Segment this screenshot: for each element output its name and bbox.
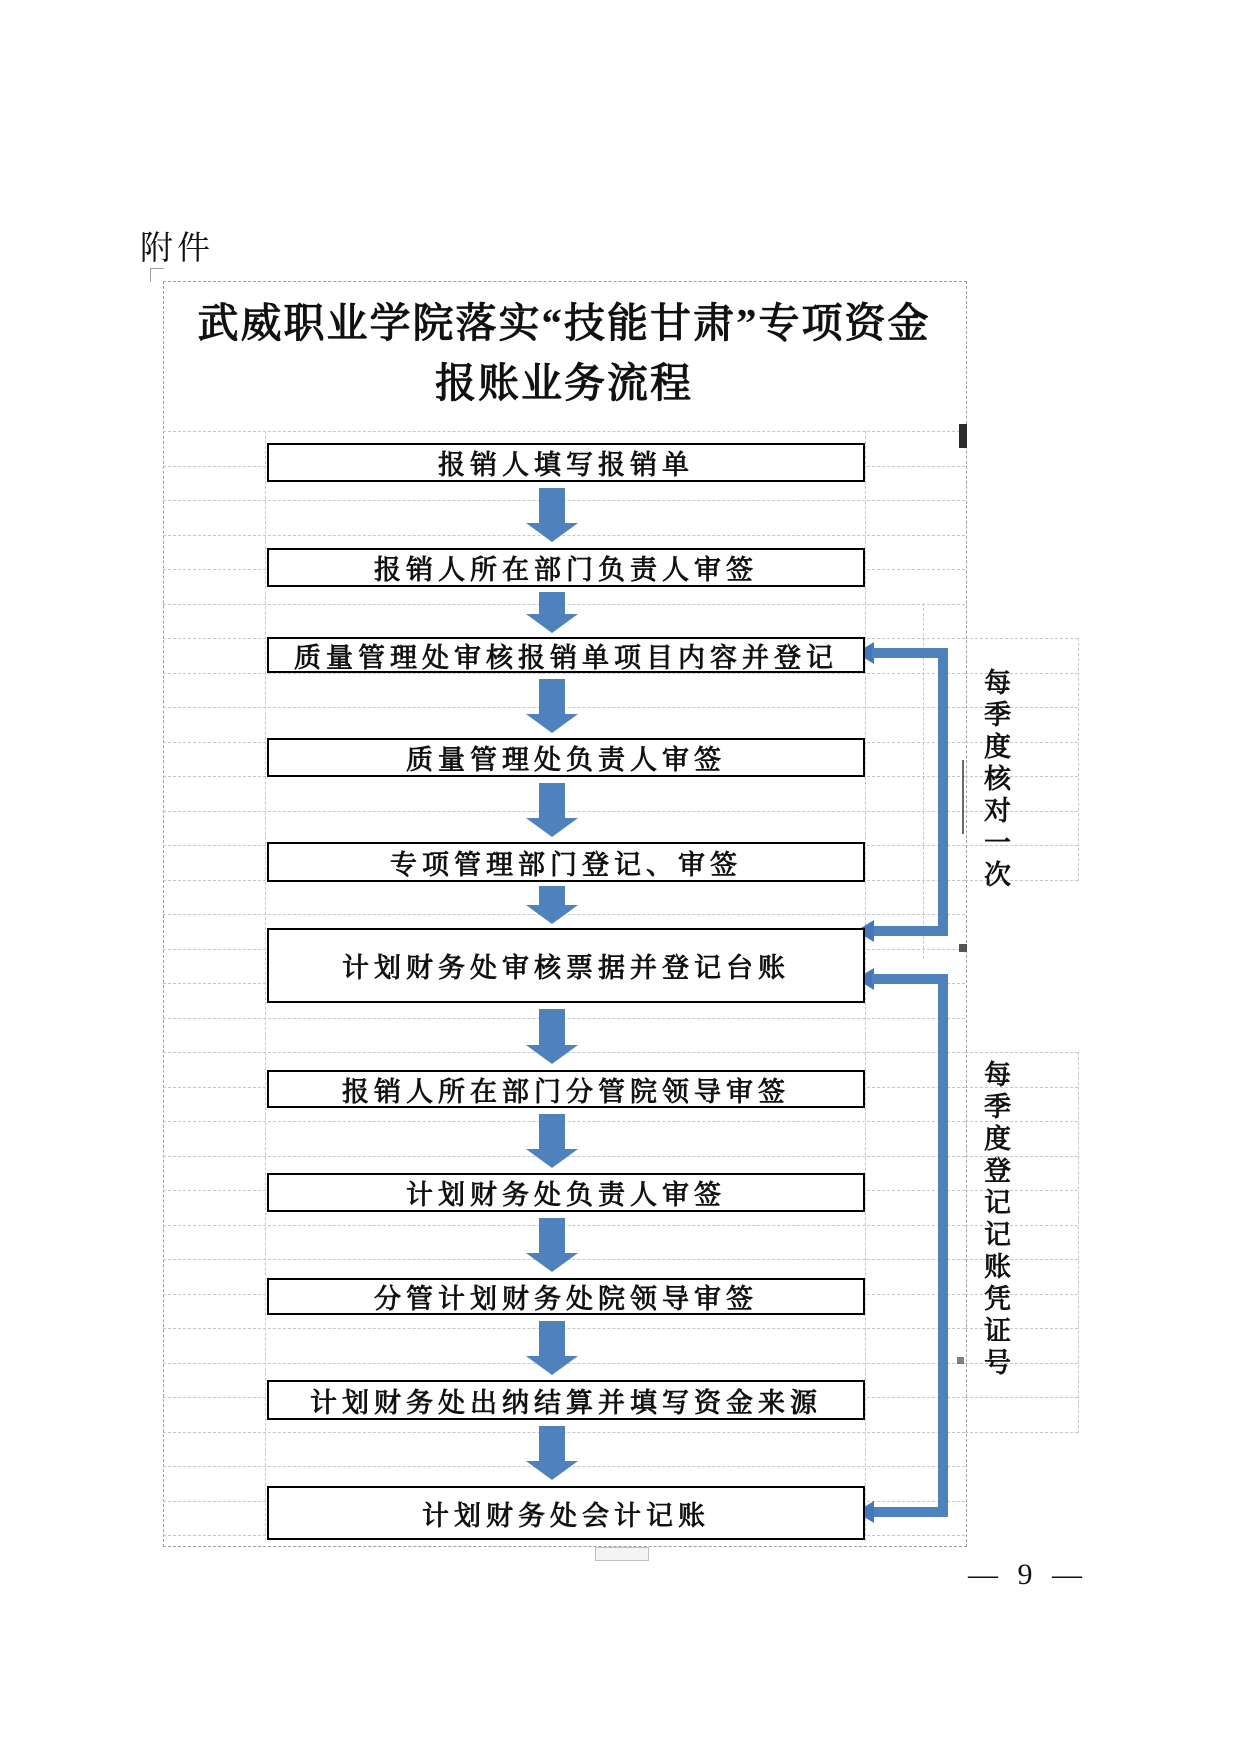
scan-artifact (957, 1357, 964, 1364)
down-arrow-icon (526, 1114, 578, 1168)
grid-line (965, 1052, 1078, 1053)
arrow-stem (539, 783, 565, 819)
flow-step-box-3: 质量管理处审核报销单项目内容并登记 (267, 637, 865, 673)
down-arrow-icon (526, 886, 578, 924)
arrow-stem (539, 488, 565, 524)
down-arrow-icon (526, 783, 578, 837)
table-cell-remnant (595, 1547, 649, 1561)
arrow-head (526, 714, 578, 733)
arrow-stem (539, 1218, 565, 1254)
flow-step-box-10: 计划财务处出纳结算并填写资金来源 (267, 1380, 865, 1420)
flow-step-box-6: 计划财务处审核票据并登记台账 (267, 928, 865, 1003)
bracket-line-top (872, 648, 948, 658)
down-arrow-icon (526, 1009, 578, 1064)
flow-step-box-11: 计划财务处会计记账 (267, 1486, 865, 1540)
down-arrow-icon (526, 1218, 578, 1272)
arrow-head (526, 523, 578, 542)
arrow-head (526, 1356, 578, 1375)
down-arrow-icon (526, 592, 578, 633)
bracket-line-bottom (872, 926, 948, 936)
arrow-stem (539, 886, 565, 906)
arrow-head (526, 1149, 578, 1168)
bracket-line-top (872, 974, 948, 984)
scan-artifact (962, 760, 964, 834)
arrow-stem (539, 1321, 565, 1357)
arrow-head (526, 1045, 578, 1064)
flow-step-box-5: 专项管理部门登记、审签 (267, 842, 865, 882)
arrow-head (526, 614, 578, 633)
flow-step-box-2: 报销人所在部门负责人审签 (267, 548, 865, 587)
down-arrow-icon (526, 1321, 578, 1375)
annotation-quarterly-check: 每季度核对一次 (980, 668, 1010, 892)
arrow-stem (539, 592, 565, 615)
down-arrow-icon (526, 488, 578, 542)
grid-vertical-line (1078, 1052, 1079, 1433)
scan-artifact (959, 424, 967, 448)
flow-step-box-8: 计划财务处负责人审签 (267, 1173, 865, 1212)
annotation-quarterly-voucher: 每季度登记记账凭证号 (980, 1060, 1010, 1380)
flowchart-title-line2: 报账业务流程 (435, 360, 693, 406)
flowchart-title-line1: 武威职业学院落实“技能甘肃”专项资金 (197, 300, 931, 346)
flow-step-box-7: 报销人所在部门分管院领导审签 (267, 1070, 865, 1108)
down-arrow-icon (526, 679, 578, 733)
bracket-line-vertical (938, 974, 948, 1517)
bracket-line-bottom (872, 1507, 948, 1517)
arrow-head (526, 1253, 578, 1272)
grid-vertical-line (265, 431, 266, 1541)
arrow-head (526, 818, 578, 837)
page-number: — 9 — (968, 1558, 1088, 1591)
arrow-head (526, 905, 578, 924)
arrow-stem (539, 1114, 565, 1150)
arrow-stem (539, 1009, 565, 1046)
arrow-stem (539, 1426, 565, 1462)
arrow-stem (539, 679, 565, 715)
grid-line (163, 431, 965, 432)
flow-step-box-9: 分管计划财务处院领导审签 (267, 1278, 865, 1315)
attachment-label: 附件 (140, 231, 214, 267)
scan-artifact (959, 944, 967, 952)
flow-step-box-1: 报销人填写报销单 (267, 443, 865, 482)
grid-line (965, 1397, 1078, 1398)
flow-step-box-4: 质量管理处负责人审签 (267, 738, 865, 777)
down-arrow-icon (526, 1426, 578, 1480)
grid-vertical-line (1078, 638, 1079, 881)
grid-line (965, 1432, 1078, 1433)
frame-corner-tick (150, 268, 164, 282)
arrow-head (526, 1461, 578, 1480)
bracket-line-vertical (938, 648, 948, 936)
grid-line (965, 638, 1078, 639)
